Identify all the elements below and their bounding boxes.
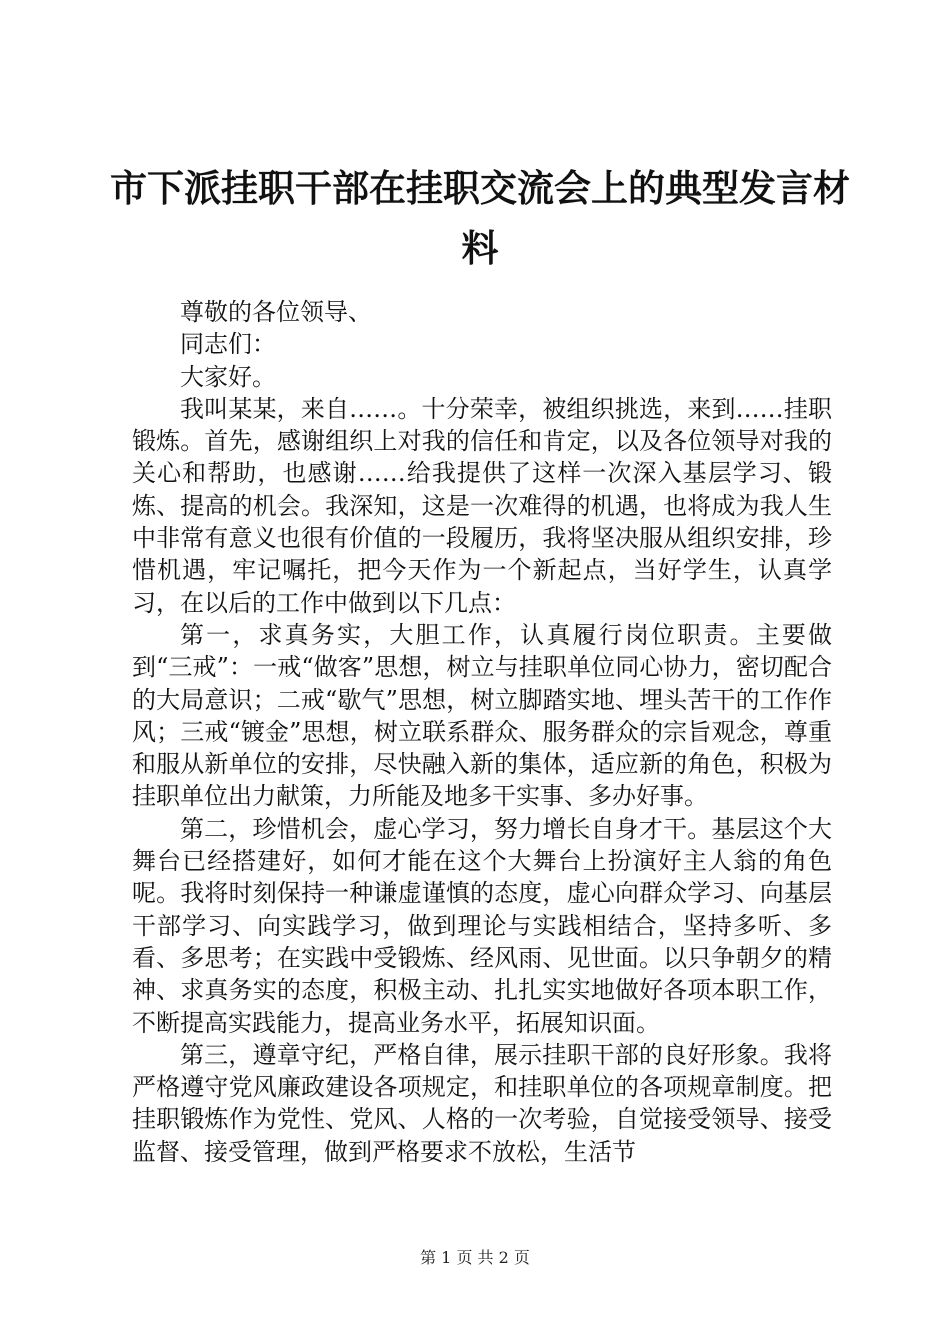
paragraph-point-2: 第二，珍惜机会，虚心学习，努力增长自身才干。基层这个大舞台已经搭建好，如何才能在这个大舞台上扮演好主人翁的角色呢。我将时刻保持一种谦虚谨慎的态度，虚心向群众学习、向基层干部学习、向实践学习，做到理论与实践相结合，坚持多听、多看、多思考；在实践中受锻炼、经风雨、见世面。以只争朝夕的精神、求真务实的态度，积极主动、扎扎实实地做好各项本职工作，不断提高实践能力，提高业务水平，拓展知识面。 (132, 814, 832, 1037)
page-footer: 第 1 页 共 2 页 (420, 1248, 530, 1267)
salutation-line-1: 尊敬的各位领导、 (180, 298, 372, 326)
paragraph-point-3: 第三，遵章守纪，严格自律，展示挂职干部的良好形象。我将严格遵守党风廉政建设各项规定，和挂职单位的各项规章制度。把挂职锻炼作为党性、党风、人格的一次考验，自觉接受领导、接受监督、接受管理，做到严格要求不放松，生活节 (132, 1040, 832, 1166)
document-title: 市下派挂职干部在挂职交流会上的典型发言材料 (110, 166, 850, 270)
salutation-line-2: 同志们： (180, 330, 276, 359)
document-body (132, 296, 832, 1168)
paragraph-point-1: 第一，求真务实，大胆工作，认真履行岗位职责。主要做到“三戒”：一戒“做客”思想，树立与挂职单位同心协力，密切配合的大局意识；二戒“歇气”思想，树立脚踏实地、埋头苦干的工作作风；三戒“镀金”思想，树立联系群众、服务群众的宗旨观念，尊重和服从新单位的安排，尽快融入新的集体，适应新的角色，积极为挂职单位出力献策，力所能及地多干实事、多办好事。 (132, 620, 832, 811)
paragraph-intro: 我叫某某，来自……。十分荣幸，被组织挑选，来到……挂职锻炼。首先，感谢组织上对我的信任和肯定，以及各位领导对我的关心和帮助，也感谢……给我提供了这样一次深入基层学习、锻炼、提高的机会。我深知，这是一次难得的机遇，也将成为我人生中非常有意义也很有价值的一段履历，我将坚决服从组织安排，珍惜机遇，牢记嘱托，把今天作为一个新起点，当好学生，认真学习，在以后的工作中做到以下几点： (132, 394, 832, 617)
greeting-line: 大家好。 (180, 362, 276, 391)
